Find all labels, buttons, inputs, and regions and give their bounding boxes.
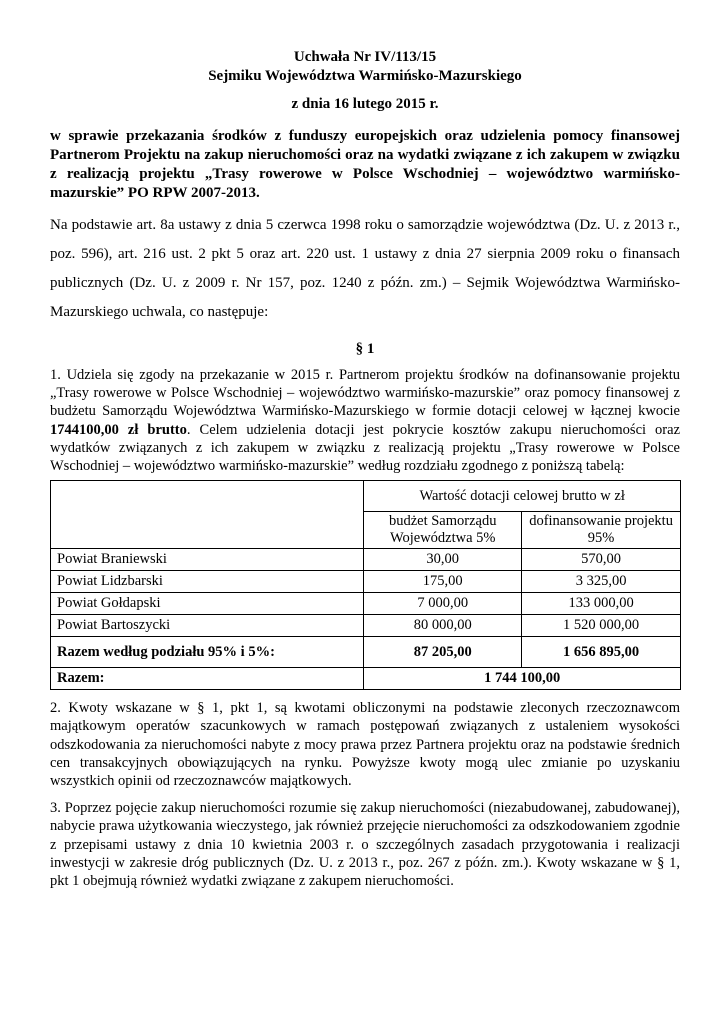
subtotal-value-95: 1 656 895,00: [522, 637, 681, 668]
row-value-5: 7 000,00: [364, 593, 522, 615]
table-header-col1: budżet Samorządu Województwa 5%: [364, 512, 522, 549]
row-value-5: 175,00: [364, 571, 522, 593]
row-value-95: 1 520 000,00: [522, 615, 681, 637]
row-name: Powiat Braniewski: [51, 549, 364, 571]
point-3: 3. Poprzez pojęcie zakup nieruchomości rozumie się zakup nieruchomości (niezabudowanej, zabudowanej), nabycie prawa użytkowania wieczystego, jak również przejęcie nieruchomości za odszkodowaniem zgodnie z przepisami ustawy z dnia 10 kwietnia 2003 r. o szczególnych zasadach przygotowania i realizacji inwestycji w zakresie dróg publicznych (Dz. U. z 2013 r., poz. 267 z późn. zm.). Kwoty wskazane w § 1, pkt 1 obejmują również wydatki związane z zakupem nieruchomości.: [50, 800, 680, 890]
table-row: [51, 615, 681, 637]
table-row: [51, 571, 681, 593]
row-name: Powiat Lidzbarski: [51, 571, 364, 593]
point-1-text-after: . Celem udzielenia dotacji jest pokrycie kosztów zakupu nieruchomości oraz wydatków związanych z ich zakupem w związku z realizacją projektu „Trasy rowerowe w Polsce Wschodniej – województwo warmińsko-mazurskie” według rozdziału zgodnego z poniższą tabelą:: [50, 421, 681, 475]
row-name: Powiat Bartoszycki: [51, 615, 364, 637]
row-value-5: 80 000,00: [364, 615, 522, 637]
table-row: [51, 549, 681, 571]
section-mark: § 1: [355, 341, 375, 357]
table-header-group: Wartość dotacji celowej brutto w zł: [364, 481, 681, 512]
total-value: 1 744 100,00: [364, 668, 681, 690]
row-name: Powiat Gołdapski: [51, 593, 364, 615]
table-subtotal-row: [51, 637, 681, 668]
subtotal-label: Razem według podziału 95% i 5%:: [51, 637, 364, 668]
resolution-title: [50, 48, 680, 86]
table-total-row: [51, 668, 681, 690]
allocation-table: [50, 480, 681, 690]
row-value-5: 30,00: [364, 549, 522, 571]
total-label: Razem:: [51, 668, 364, 690]
table-corner-cell: [51, 481, 364, 549]
row-value-95: 570,00: [522, 549, 681, 571]
point-1-text-before: 1. Udziela się zgody na przekazanie w 2015 r. Partnerom projektu środków na dofinansowanie projektu „Trasy rowerowe w Polsce Wschodniej – województwo warmińsko-mazurskie” oraz pomocy finansowej z budżetu Samorządu Województwa Warmińsko-Mazurskiego w formie dotacji celowej w łącznej kwocie: [50, 367, 680, 420]
row-value-95: 133 000,00: [522, 593, 681, 615]
point-2: 2. Kwoty wskazane w § 1, pkt 1, są kwotami obliczonymi na podstawie zleconych rzeczoznawcom majątkowym operatów szacunkowych w ramach postępowań związanych z ustaleniem wysokości odszkodowania za nieruchomości nabyte z mocy prawa przez Partnera projektu oraz na podstawie średnich cen transakcyjnych obowiązujących na rynku. Powyższe kwoty mogą ulec zmianie po uzyskaniu wszystkich opinii od rzeczoznawców majątkowych.: [50, 700, 680, 790]
subtotal-value-5: 87 205,00: [364, 637, 522, 668]
document-page: [50, 48, 680, 890]
point-1-amount: 1744100,00 zł brutto: [50, 421, 187, 438]
resolution-subject: w sprawie przekazania środków z funduszy europejskich oraz udzielenia pomocy finansowej Partnerom Projektu na zakup nieruchomości oraz na wydatki związane z ich zakupem w związku z realizacją projektu „Trasy rowerowe w Polsce Wschodniej – województwo warmińsko-mazurskie” PO RPW 2007-2013.: [50, 128, 680, 201]
resolution-number: Uchwała Nr IV/113/15: [293, 49, 437, 65]
row-value-95: 3 325,00: [522, 571, 681, 593]
point-1: [50, 366, 680, 475]
table-header-col2: dofinansowanie projektu 95%: [522, 512, 681, 549]
table-header-row-1: [51, 481, 681, 512]
resolution-date: z dnia 16 lutego 2015 r.: [291, 96, 439, 112]
table-row: [51, 593, 681, 615]
resolution-issuer: Sejmiku Województwa Warmińsko-Mazurskiego: [208, 68, 522, 84]
legal-basis: Na podstawie art. 8a ustawy z dnia 5 czerwca 1998 roku o samorządzie województwa (Dz. U. z 2013 r., poz. 596), art. 216 ust. 2 pkt 5 oraz art. 220 ust. 1 ustawy z dnia 27 sierpnia 2009 roku o finansach publicznych (Dz. U. z 2009 r. Nr 157, poz. 1240 z późn. zm.) – Sejmik Województwa Warmińsko-Mazurskiego uchwala, co następuje:: [50, 217, 680, 320]
